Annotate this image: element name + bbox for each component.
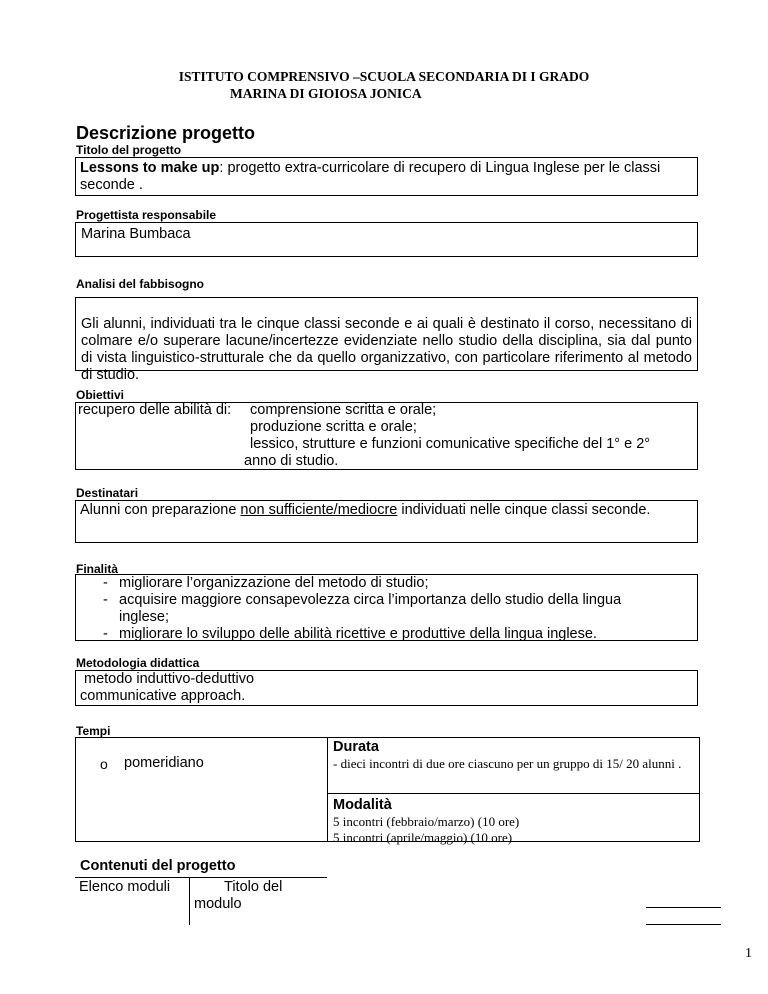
tempi-divider (327, 737, 328, 842)
finalita-item-1: - migliorare l’organizzazione del metodo di studio; (103, 575, 429, 591)
progettista-box (75, 222, 698, 257)
destinatari-box (75, 500, 698, 543)
modalita-line-2: 5 incontri (aprile/maggio) (10 ore) (333, 830, 513, 845)
school-name: ISTITUTO COMPRENSIVO –SCUOLA SECONDARIA DI I GRADO (178, 69, 590, 84)
finalita-item-2: - acquisire maggiore consapevolezza circa l’importanza dello studio della lingua inglese; (103, 592, 622, 625)
finalita-label: Finalità (76, 562, 119, 576)
progettista-value: Marina Bumbaca (81, 226, 191, 242)
metodologia-box (75, 670, 698, 706)
contenuti-col1-header: Elenco moduli (79, 879, 171, 895)
obiettivi-box (75, 402, 698, 470)
page-number: 1 (745, 946, 752, 961)
tempi-option: pomeridiano (124, 755, 204, 771)
page-title: Descrizione progetto (76, 123, 256, 143)
signature-line-1 (646, 907, 721, 908)
obiettivi-item-2: produzione scritta e orale; (250, 419, 417, 435)
durata-label: Durata (333, 739, 379, 755)
destinatari-before: Alunni con preparazione (80, 502, 241, 518)
progettista-label: Progettista responsabile (76, 208, 217, 222)
obiettivi-item-4: anno di studio. (244, 453, 339, 469)
obiettivi-intro: recupero delle abilità di: (78, 402, 232, 418)
titolo-label: Titolo del progetto (76, 143, 182, 157)
tempi-row-divider (327, 793, 700, 794)
destinatari-underlined: non sufficiente/mediocre (240, 502, 398, 518)
modalita-line-1: 5 incontri (febbraio/marzo) (10 ore) (333, 814, 520, 829)
titolo-box (75, 157, 698, 196)
metodologia-line-2: communicative approach. (80, 688, 246, 704)
obiettivi-item-3: lessico, strutture e funzioni comunicative specifiche del 1° e 2° (250, 436, 651, 452)
analisi-box (75, 297, 698, 383)
metodologia-line-1: metodo induttivo-deduttivo (84, 671, 255, 687)
obiettivi-item-1: comprensione scritta e orale; (250, 402, 437, 418)
contenuti-label: Contenuti del progetto (80, 858, 236, 874)
metodologia-label: Metodologia didattica (76, 656, 200, 670)
contenuti-col2-header: Titolo del modulo (194, 879, 283, 912)
tempi-bullet: o (100, 756, 108, 772)
finalita-item-3: - migliorare lo sviluppo delle abilità ricettive e produttive della lingua inglese. (103, 626, 597, 642)
titolo-bold: Lessons to make up (80, 160, 220, 176)
analisi-text: Gli alunni, individuati tra le cinque classi seconde e ai quali è destinato il corso, necessitano di colmare e/o superare lacune/incertezze evidenziate nello studio della disciplina, sia dal punto di vista linguistico-strutturale che da quello organizzativo, con particolare riferimento al metodo di studio. (81, 316, 692, 383)
destinatari-after: individuati nelle cinque classi seconde. (397, 502, 651, 518)
durata-text: - dieci incontri di due ore ciascuno per un gruppo di 15/ 20 alunni . (333, 756, 682, 771)
school-location: MARINA DI GIOIOSA JONICA (230, 86, 422, 101)
analisi-label: Analisi del fabbisogno (76, 277, 205, 291)
signature-line-2 (646, 924, 721, 925)
finalita-box (75, 574, 698, 641)
contenuti-col-divider (189, 877, 190, 925)
destinatari-label: Destinatari (76, 486, 139, 500)
obiettivi-label: Obiettivi (76, 388, 125, 402)
contenuti-top-border (75, 877, 327, 878)
titolo-rest: : progetto extra-curricolare di recupero di Lingua Inglese per le classi seconde . (80, 160, 661, 193)
modalita-label: Modalità (333, 797, 392, 813)
tempi-label: Tempi (76, 724, 111, 738)
